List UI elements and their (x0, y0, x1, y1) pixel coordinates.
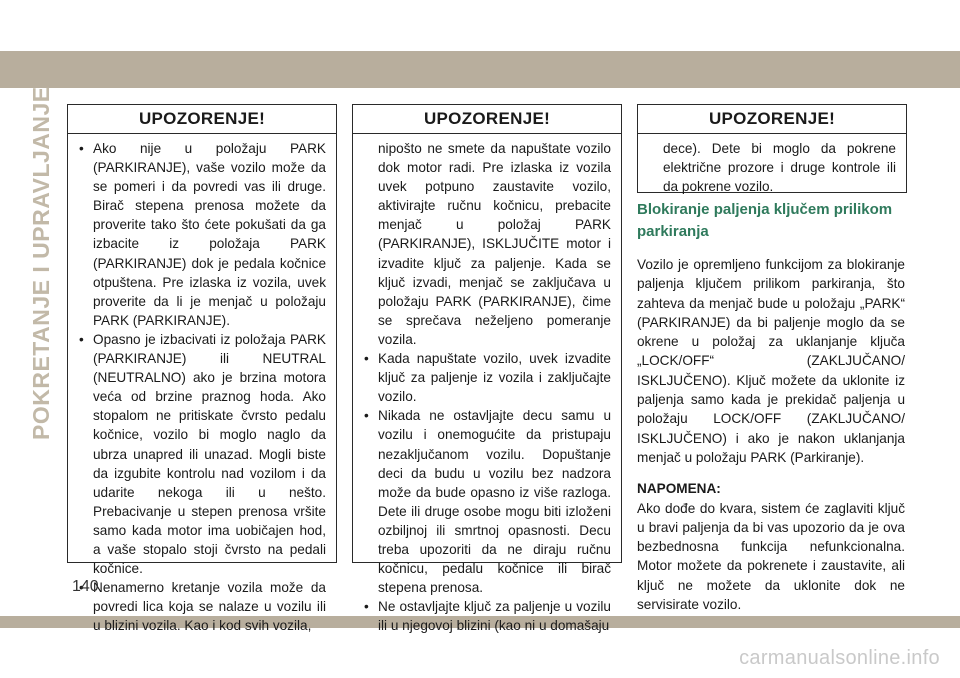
note-text: Ako dođe do kvara, sistem će zaglaviti ključ u bravi paljenja da bi vas upozorio da je ova bezbednosna funkcija nefunkcionalna. Motor možete da pokrenete i zaustavite, ali ključ ne možete da uklonite dok ne servisirate vozilo. (637, 500, 905, 613)
warning-box-3 (637, 104, 907, 193)
header-band (0, 51, 960, 88)
warning-item: • Opasno je izbacivati iz položaja PARK (PARKIRANJE) ili NEUTRAL (NEUTRALNO) ako je brzina motora veća od brzine praznog hoda. Ako stopalom ne pritiskate čvrsto pedalu kočnice, vozilo bi moglo naglo da ubrza unapred ili unazad. Mogli biste da izgubite kontrolu nad vozilom i da udarite nekoga ili u nešto. Prebacivanje u stepen prenosa vršite samo kada motor ima uobičajen hod, a vaše stopalo stoji čvrsto na pedali kočnice. (77, 330, 326, 578)
section-paragraph: Vozilo je opremljeno funkcijom za blokiranje paljenja ključem prilikom parkiranja, što zahteva da menjač bude u položaju „PARK“ (PARKIRANJE) da bi paljenje moglo da se okrene u položaj za uklanjanje ključa „LOCK/OFF“ (ZAKLJUČANO/ ISKLJUČENO). Ključ možete da uklonite iz paljenja samo kada je prekidač paljenja u položaju LOCK/OFF (ZAKLJUČANO/ ISKLJUČENO) i ako je nakon uklanjanja menjač u položaju PARK (Parkiranje). (637, 257, 905, 465)
warning-item: • Ako nije u položaju PARK (PARKIRANJE), vaše vozilo može da se pomeri i da povredi vas ili druge. Birač stepena prenosa možete da proverite tako što ćete pokušati da ga izbacite iz položaja PARK (PARKIRANJE) dok je pedala kočnice otpuštena. Pre izlaska iz vozila, uvek proverite da li je menjač u položaju PARK (PARKIRANJE). (77, 139, 326, 330)
warning-title: UPOZORENJE! (353, 105, 621, 134)
warning-box-2 (352, 104, 622, 634)
warning-title: UPOZORENJE! (68, 105, 336, 134)
warning-body (68, 134, 336, 635)
note-label: NAPOMENA: (637, 481, 721, 497)
warning-body (638, 134, 906, 196)
warning-title: UPOZORENJE! (638, 105, 906, 134)
warning-item: • Nikada ne ostavljajte decu samu u vozilu i onemogućite da pristupaju nezaključanom vozilu. Dopuštanje deci da budu u vozilu bez nadzora može da bude opasno iz više razloga. Dete ili druge osobe mogu biti izloženi ozbiljnoj ili smrtnoj opasnosti. Decu treba upozoriti da ne diraju ručnu kočnicu, pedalu kočnice ili birač stepena prenosa. (362, 406, 611, 597)
section-column (637, 199, 905, 626)
warning-item: • Kada napuštate vozilo, uvek izvadite ključ za paljenje iz vozila i zaključajte vozilo. (362, 349, 611, 406)
warning-item: • Ne ostavljajte ključ za paljenje u vozilu ili u njegovoj blizini (kao ni u domašaju (362, 597, 611, 635)
warning-body (353, 134, 621, 635)
watermark-text: carmanualsonline.info (739, 647, 940, 669)
chapter-side-title: POKRETANJE I UPRAVLJANJE (28, 86, 54, 440)
warning-continuation: nipošto ne smete da napuštate vozilo dok motor radi. Pre izlaska iz vozila uvek potpuno zaustavite vozilo, aktivirajte ručnu kočnicu, prebacite menjač u položaj PARK (PARKIRANJE), ISKLJUČITE motor i izvadite ključ za paljenje. Kada se ključ izvadi, menjač se zaključava u položaju PARK (PARKIRANJE), čime se sprečava neželjeno pomeranje vozila. (378, 141, 611, 347)
warning-continuation: dece). Dete bi moglo da pokrene električne prozore i druge kontrole ili da pokrene vozilo. (663, 141, 896, 195)
page-number: 140 (72, 578, 99, 595)
section-heading: Blokiranje paljenja ključem prilikom parkiranja (637, 201, 893, 240)
warning-item: • Nenamerno kretanje vozila može da povredi lica koja se nalaze u vozilu ili u blizini vozila. Kao i kod svih vozila, (77, 578, 326, 635)
